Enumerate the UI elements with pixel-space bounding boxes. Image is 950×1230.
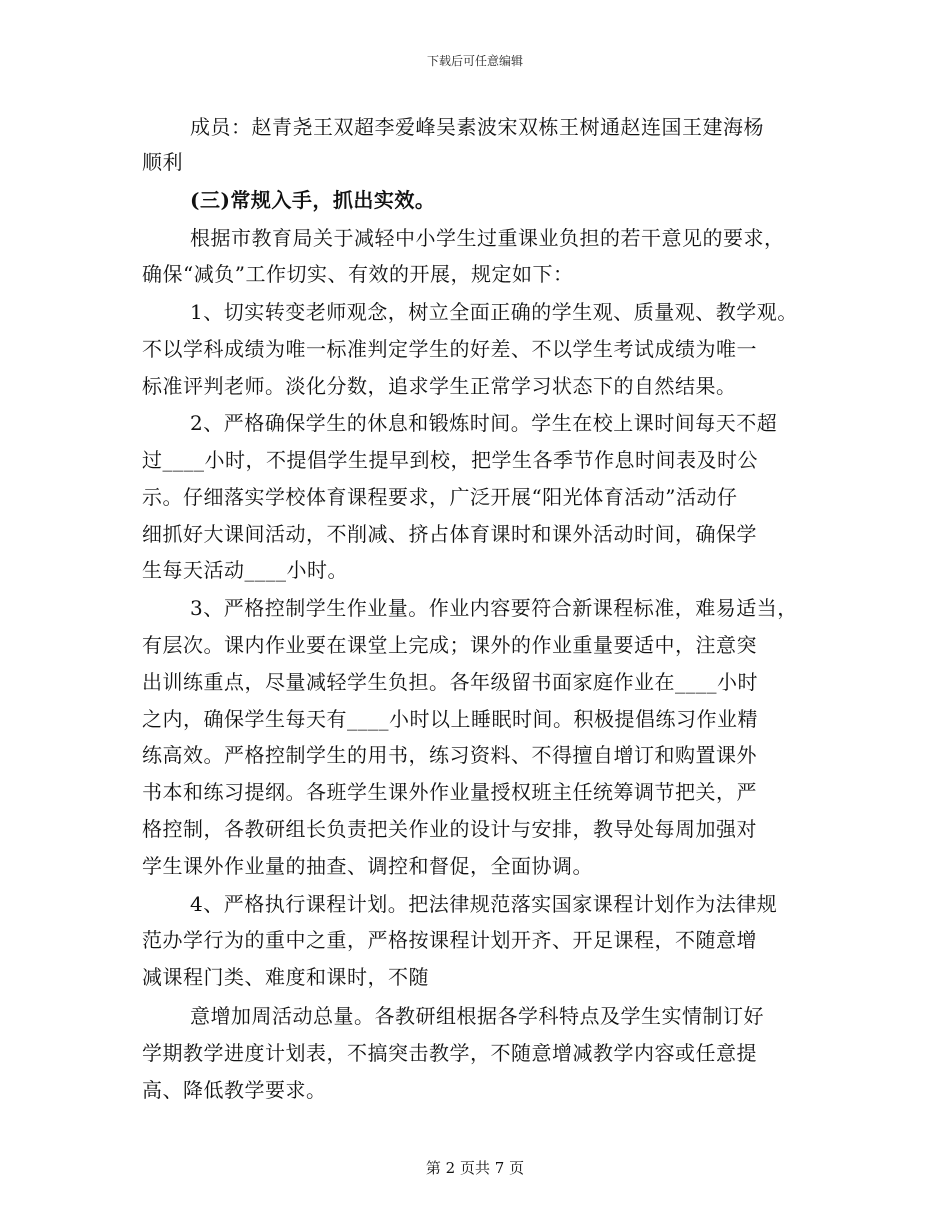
text-line: 不以学科成绩为唯一标准判定学生的好差、不以学生考试成绩为唯一 (142, 337, 757, 361)
text-line: 学期教学进度计划表，不搞突击教学，不随意增减教学内容或任意提 (142, 1041, 757, 1065)
text-line: 顺利 (142, 150, 183, 174)
text-line: 出训练重点，尽量减轻学生负担。各年级留书面家庭作业在____小时 (142, 670, 758, 694)
text-line: 有层次。课内作业要在课堂上完成；课外的作业重量要适中，注意突 (142, 633, 757, 657)
text-line: 成员：赵青尧王双超李爱峰吴素波宋双栋王树通赵连国王建海杨 (190, 115, 764, 139)
text-line: 格控制，各教研组长负责把关作业的设计与安排，教导处每周加强对 (142, 817, 757, 841)
text-line: 范办学行为的重中之重，严格按课程计划开齐、开足课程，不随意增 (142, 928, 757, 952)
text-line: 意增加周活动总量。各教研组根据各学科特点及学生实情制订好 (190, 1004, 764, 1028)
text-line: 4、严格执行课程计划。把法律规范落实国家课程计划作为法律规 (190, 892, 778, 916)
text-line: 1、切实转变老师观念，树立全面正确的学生观、质量观、教学观。 (190, 300, 798, 324)
page-header: 下载后可任意编辑 (426, 54, 523, 68)
text-line: 之内，确保学生每天有____小时以上睡眠时间。积极提倡练习作业精 (142, 707, 758, 731)
text-line: 学生课外作业量的抽查、调控和督促，全面协调。 (142, 854, 593, 878)
text-line: 2、严格确保学生的休息和锻炼时间。学生在校上课时间每天不超 (190, 411, 778, 435)
text-line: 细抓好大课间活动，不削减、挤占体育课时和课外活动时间，确保学 (142, 522, 757, 546)
text-line: 根据市教育局关于减轻中小学生过重课业负担的若干意见的要求， (190, 226, 785, 250)
text-line: 标准评判老师。淡化分数，追求学生正常学习状态下的自然结果。 (142, 374, 737, 398)
page-footer: 第 2 页共 7 页 (425, 1159, 525, 1177)
text-line: 示。仔细落实学校体育课程要求，广泛开展“阳光体育活动”活动仔 (142, 485, 738, 509)
text-line: 生每天活动____小时。 (142, 558, 348, 582)
text-line: 确保“减负”工作切实、有效的开展，规定如下： (142, 262, 574, 286)
text-line: 过____小时，不提倡学生提早到校，把学生各季节作息时间表及时公 (142, 448, 758, 472)
text-line: 练高效。严格控制学生的用书，练习资料、不得擅自增订和购置课外 (142, 743, 757, 767)
text-line: 3、严格控制学生作业量。作业内容要符合新课程标准，难易适当， (190, 596, 798, 620)
text-line: 高、降低教学要求。 (142, 1078, 327, 1102)
section-heading: (三)常规入手，抓出实效。 (190, 188, 436, 212)
text-line: 书本和练习提纲。各班学生课外作业量授权班主任统筹调节把关，严 (142, 780, 757, 804)
text-line: 减课程门类、难度和课时，不随 (142, 965, 429, 989)
